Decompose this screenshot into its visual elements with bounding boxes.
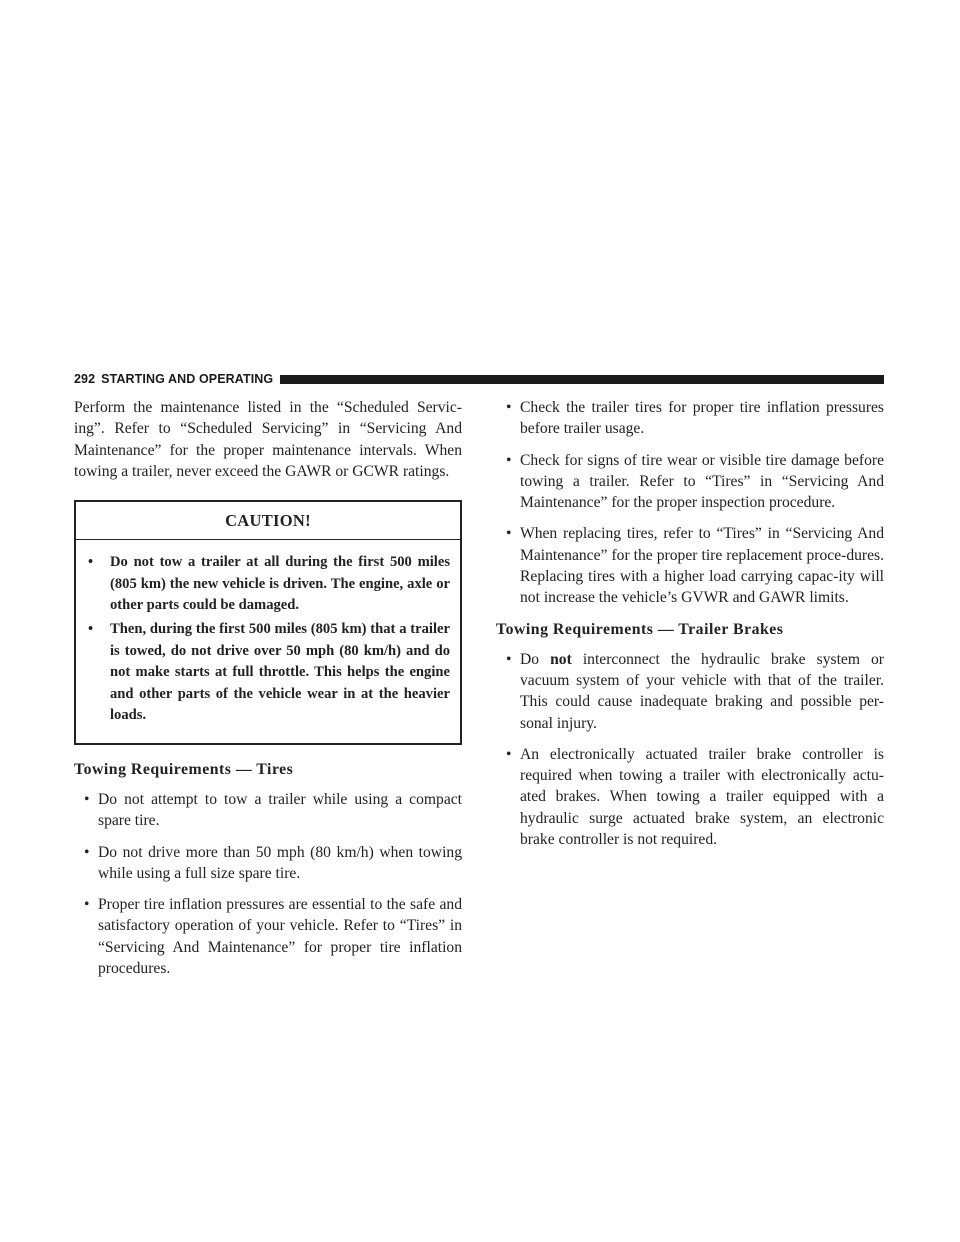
caution-list [76,552,460,727]
list-item: • Check for signs of tire wear or visible tire damage before towing a trailer. Refer to “Tires” in “Servicing And Maintenance” for the proper inspection procedure. [506,451,884,512]
list-item: • Do not drive more than 50 mph (80 km/h) when towing while using a full size spare tire. [84,843,462,882]
tires-list [74,789,462,979]
page-number: 292 [74,372,96,386]
header-rule [280,375,884,384]
section-title: STARTING AND OPERATING [101,372,274,386]
bullet-icon: • [88,554,94,571]
bullet-icon: • [84,896,90,914]
list-item: • Check the trailer tires for proper tire inflation pressures before trailer usage. [506,399,884,438]
tires-list-continued [496,397,884,609]
list-item: • Do not interconnect the hydraulic brake system or vacuum system of your vehicle with that of the trailer. This could cause inadequate braking and possible per-sonal injury. [506,650,884,732]
bullet-icon: • [84,843,90,861]
bullet-icon: • [88,620,94,637]
tires-heading: Towing Requirements — Tires [74,760,294,778]
bullet-icon: • [506,525,512,543]
intro-paragraph: Perform the maintenance listed in the “Scheduled Servic-ing”. Refer to “Scheduled Servicing” in “Servicing And Maintenance” for the proper maintenance intervals. When towing a trailer, never exceed the GAWR or GCWR ratings. [74,399,462,480]
page-header [74,371,884,387]
bullet-icon: • [506,399,512,416]
brakes-list [496,649,884,851]
caution-item: • Do not tow a trailer at all during the first 500 miles (805 km) the new vehicle is driven. The engine, axle or other parts could be damaged. [88,554,450,614]
bullet-icon: • [506,650,512,668]
caution-title: CAUTION! [76,502,460,540]
list-item: • Proper tire inflation pressures are essential to the safe and satisfactory operation of your vehicle. Refer to “Tires” in “Servicing And Maintenance” for proper tire inflation procedures. [84,896,462,978]
emphasis-not: not [550,650,572,668]
left-column [74,397,462,989]
brakes-heading: Towing Requirements — Trailer Brakes [496,620,784,638]
right-column [496,397,884,860]
caution-box [74,500,462,745]
bullet-icon: • [84,790,90,808]
caution-item: • Then, during the first 500 miles (805 km) that a trailer is towed, do not drive over 50 mph (80 km/h) and do not make starts at full throttle. This helps the engine and other parts of the vehicle wear in at the heavier loads. [88,620,450,724]
bullet-icon: • [506,745,512,763]
list-item: • When replacing tires, refer to “Tires” in “Servicing And Maintenance” for the proper tire replacement proce-dures. Replacing tires with a higher load carrying capac-ity will not increase the vehicle’s GVWR and GAWR limits. [506,525,884,607]
list-item: • An electronically actuated trailer brake controller is required when towing a trailer with electronically actu-ated brakes. When towing a trailer equipped with a hydraulic surge actuated brake system, an electronic brake controller is not required. [506,745,884,849]
bullet-icon: • [506,451,512,469]
list-item: • Do not attempt to tow a trailer while using a compact spare tire. [84,790,462,830]
